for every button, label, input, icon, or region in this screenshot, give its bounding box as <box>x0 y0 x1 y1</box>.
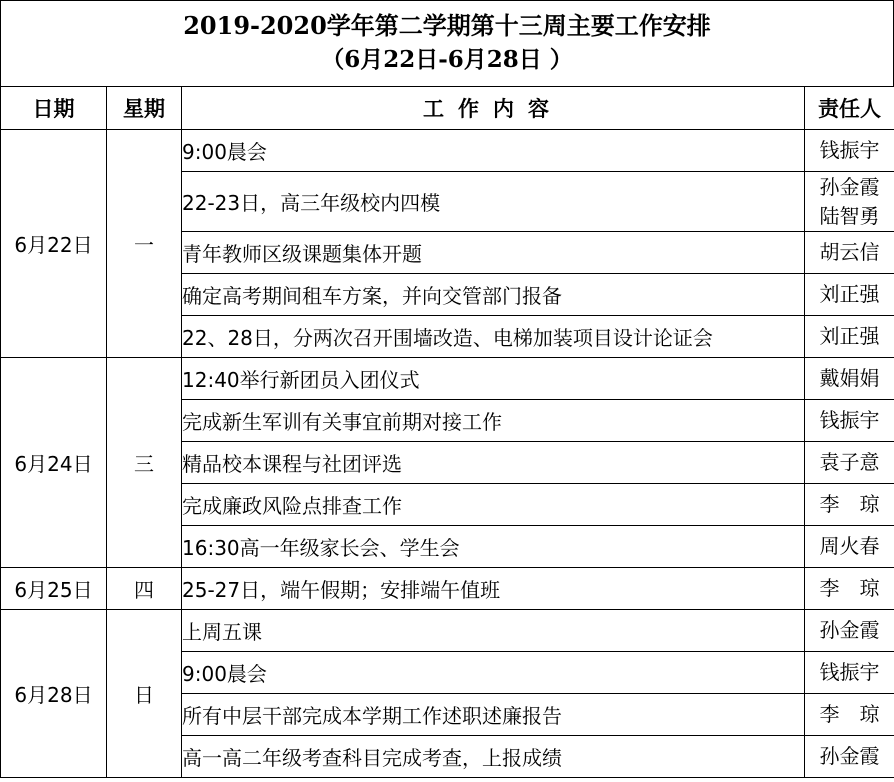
person-name: 李 琼 <box>819 576 880 600</box>
task-cell: 完成新生军训有关事宜前期对接工作 <box>182 400 805 442</box>
task-cell: 确定高考期间租车方案，并向交管部门报备 <box>182 274 805 316</box>
task-cell: 精品校本课程与社团评选 <box>182 442 805 484</box>
person-cell <box>805 694 894 736</box>
person-name: 孙金霞 <box>819 744 880 768</box>
header-row <box>1 87 894 130</box>
person-name: 钱振宇 <box>819 138 880 162</box>
person-name: 孙金霞 <box>819 618 880 642</box>
person-name: 李 琼 <box>819 492 880 516</box>
task-cell: 9:00晨会 <box>182 130 805 172</box>
task-cell: 12:40举行新团员入团仪式 <box>182 358 805 400</box>
schedule-body <box>1 130 894 778</box>
date-cell: 6月22日 <box>1 130 107 358</box>
person-name: 钱振宇 <box>819 660 880 684</box>
schedule-table <box>0 86 894 778</box>
person-name: 钱振宇 <box>819 408 880 432</box>
weekday-cell: 四 <box>107 568 182 610</box>
task-cell: 9:00晨会 <box>182 652 805 694</box>
table-row <box>1 130 894 172</box>
person-name: 戴娟娟 <box>819 366 880 390</box>
task-cell: 青年教师区级课题集体开题 <box>182 232 805 274</box>
person-name: 刘正强 <box>819 324 880 348</box>
person-cell <box>805 316 894 358</box>
task-cell: 22、28日，分两次召开围墙改造、电梯加装项目设计论证会 <box>182 316 805 358</box>
task-cell: 高一高二年级考查科目完成考查，上报成绩 <box>182 736 805 778</box>
person-name: 周火春 <box>819 534 880 558</box>
header-weekday: 星期 <box>107 87 182 130</box>
table-row <box>1 568 894 610</box>
person-cell <box>805 130 894 172</box>
header-task: 工作内容 <box>182 87 805 130</box>
weekday-cell: 日 <box>107 610 182 778</box>
person-cell <box>805 610 894 652</box>
weekday-cell: 三 <box>107 358 182 568</box>
header-person: 责任人 <box>805 87 894 130</box>
header-date: 日期 <box>1 87 107 130</box>
person-name: 胡云信 <box>819 240 880 264</box>
weekday-cell: 一 <box>107 130 182 358</box>
page-title: 2019-2020学年第二学期第十三周主要工作安排 <box>183 11 711 40</box>
table-row <box>1 358 894 400</box>
task-cell: 25-27日，端午假期；安排端午值班 <box>182 568 805 610</box>
page-subtitle-date-range: （6月22日-6月28日 ） <box>321 46 573 73</box>
date-cell: 6月28日 <box>1 610 107 778</box>
person-cell <box>805 358 894 400</box>
task-cell: 16:30高一年级家长会、学生会 <box>182 526 805 568</box>
person-cell <box>805 232 894 274</box>
person-cell <box>805 568 894 610</box>
person-name: 袁子意 <box>819 450 880 474</box>
date-cell: 6月24日 <box>1 358 107 568</box>
person-cell <box>805 172 894 232</box>
table-row <box>1 610 894 652</box>
person-name: 陆智勇 <box>819 203 880 228</box>
person-name: 孙金霞 <box>819 174 880 199</box>
title-block <box>0 0 894 86</box>
task-cell: 上周五课 <box>182 610 805 652</box>
person-cell <box>805 652 894 694</box>
date-cell: 6月25日 <box>1 568 107 610</box>
task-cell: 完成廉政风险点排查工作 <box>182 484 805 526</box>
person-cell <box>805 442 894 484</box>
person-name: 刘正强 <box>819 282 880 306</box>
person-cell <box>805 526 894 568</box>
task-cell: 22-23日，高三年级校内四模 <box>182 172 805 232</box>
person-cell <box>805 400 894 442</box>
person-name: 李 琼 <box>819 702 880 726</box>
person-cell <box>805 736 894 778</box>
person-cell <box>805 274 894 316</box>
person-cell <box>805 484 894 526</box>
task-cell: 所有中层干部完成本学期工作述职述廉报告 <box>182 694 805 736</box>
